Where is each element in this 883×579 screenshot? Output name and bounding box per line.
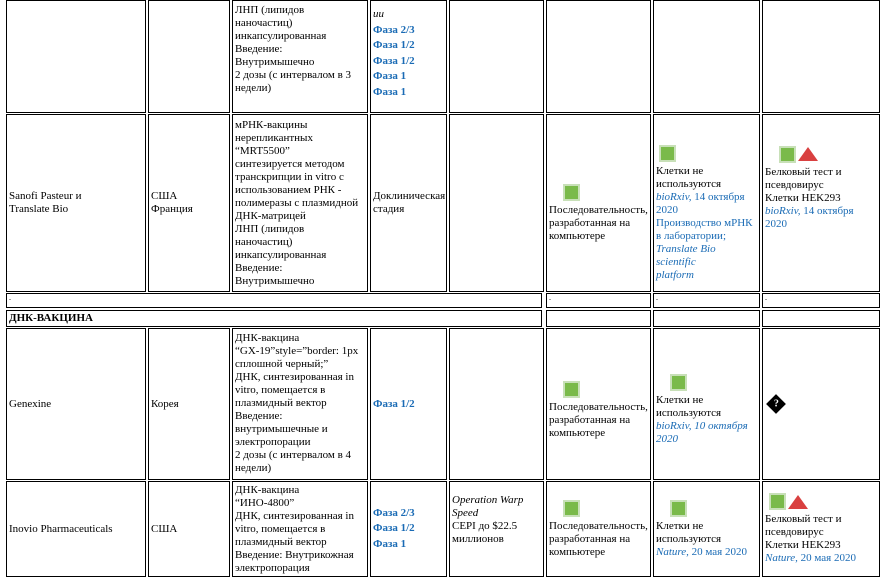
source-year: 2020 [656, 203, 678, 216]
row1-protein-cell [762, 0, 880, 113]
sequence-text: компьютере [549, 229, 606, 242]
source-link[interactable]: Translate Bio scientific [656, 242, 716, 268]
row4-desc-line: Введение: Внутрикожная [235, 549, 354, 561]
separator-cell [653, 293, 760, 308]
row3-desc-line: внутримышечные и [235, 423, 328, 435]
row2-desc-line: ЛНП (липидов [235, 223, 305, 235]
row4-protein-cell [762, 481, 880, 577]
country-name: США [151, 522, 178, 535]
source-date: 14 октября [803, 204, 854, 217]
row3-desc-line: “GX-19”style=”border: 1px [235, 345, 359, 357]
protein-text: Белковый тест и [765, 165, 842, 178]
phase-text: Доклиническая [373, 190, 446, 202]
country-name: США [151, 190, 178, 202]
row3-description-cell [232, 328, 368, 480]
unknown-replacement-icon: ? [766, 394, 786, 414]
funding-text: CEPI до $22.5 [452, 520, 518, 532]
row4-funding-cell [449, 481, 544, 577]
row1-desc-line: Введение: [235, 43, 283, 55]
row1-phase-cell [370, 0, 447, 113]
green-square-icon [563, 500, 580, 517]
separator-cell [546, 293, 651, 308]
row3-cells-cell [653, 328, 760, 480]
source-date: 14 октября [694, 190, 745, 203]
green-square-icon [670, 500, 687, 517]
row2-desc-line: ДНК-матрицей [235, 210, 306, 222]
sequence-text: разработанная на [549, 216, 631, 229]
separator-dot: . [765, 293, 767, 302]
row2-cells-cell [653, 114, 760, 292]
header-empty-cell [653, 310, 760, 327]
company-name: Translate Bio [9, 203, 69, 215]
row1-desc-line: наночастиц) [235, 17, 293, 29]
sequence-text: Последовательность, [549, 203, 648, 216]
row3-company-cell [6, 328, 146, 480]
row1-company-cell [6, 0, 146, 113]
row4-desc-line: ДНК, синтезированная in [235, 510, 354, 522]
separator-dot: . [656, 293, 658, 302]
cells-note-link[interactable]: в лаборатории; [656, 229, 727, 242]
row1-country-cell [148, 0, 230, 113]
row2-desc-line: наночастиц) [235, 236, 293, 248]
row1-funding-cell [449, 0, 544, 113]
sequence-text: Последовательность, [549, 400, 648, 413]
green-square-icon [563, 381, 580, 398]
phase-text: стадия [373, 203, 405, 215]
row2-desc-line: синтезируется методом [235, 158, 345, 170]
row4-desc-line: плазмидный вектор [235, 536, 327, 548]
company-name: Inovio Pharmaceuticals [9, 522, 113, 535]
company-name: Genexine [9, 397, 52, 410]
separator-dot: . [9, 293, 11, 302]
row3-desc-line: недели) [235, 462, 272, 474]
row1-phase: Фаза 1/2 [373, 39, 415, 51]
country-name: Корея [151, 397, 179, 410]
row4-sequence-cell [546, 481, 651, 577]
source-link[interactable]: platform [656, 268, 694, 281]
green-square-icon [670, 374, 687, 391]
row1-phase: Фаза 2/3 [373, 23, 415, 36]
header-empty-cell [546, 310, 651, 327]
row4-phase: Фаза 1 [373, 537, 407, 550]
row4-desc-line: vitro, помещается в [235, 523, 326, 535]
row2-description-cell [232, 114, 368, 292]
separator-cell [762, 293, 880, 308]
row3-desc-line: электропорации [235, 436, 311, 448]
cells-text: используются [656, 177, 722, 190]
green-square-icon [659, 145, 676, 162]
row2-phase-cell [370, 114, 447, 292]
source-date: 20 мая 2020 [691, 545, 747, 558]
source-link[interactable]: Nature, [656, 545, 689, 558]
row1-desc-line: 2 дозы (с интервалом в 3 [235, 69, 352, 81]
row3-sequence-cell [546, 328, 651, 480]
section-header-cell [6, 310, 542, 327]
row4-phase: Фаза 1/2 [373, 522, 415, 535]
row4-phase: Фаза 2/3 [373, 506, 415, 519]
source-link[interactable]: bioRxiv, 10 октября [656, 420, 748, 432]
funding-title: Speed [452, 507, 479, 519]
row2-desc-line: “MRT5500” [235, 145, 290, 157]
source-link[interactable]: bioRxiv, [656, 190, 692, 203]
source-year: 2020 [765, 217, 787, 230]
row2-desc-line: полимеразы с плазмидной [235, 197, 359, 209]
row2-desc-line: инкапсулированная [235, 249, 327, 261]
row2-country-cell [148, 114, 230, 292]
row2-desc-line: использованием РНК - [235, 184, 342, 196]
row4-company-cell [6, 481, 146, 577]
row3-phase-cell [370, 328, 447, 480]
protein-text: Белковый тест и [765, 513, 842, 525]
source-link[interactable]: bioRxiv, [765, 204, 801, 217]
row1-desc-line: недели) [235, 82, 272, 94]
row2-desc-line: нерепликантных [235, 132, 313, 144]
row4-desc-line: ДНК-вакцина [235, 484, 300, 496]
row2-desc-line: мРНК-вакцины [235, 119, 308, 131]
row1-phase: Фаза 1 [373, 70, 407, 82]
row3-desc-line: 2 дозы (с интервалом в 4 [235, 449, 352, 461]
row1-phase: Фаза 1 [373, 85, 407, 98]
row3-protein-cell [762, 328, 880, 480]
row1-phase: Фаза 1/2 [373, 54, 415, 67]
cells-text: Клетки не [656, 394, 704, 406]
protein-text: Клетки HEK293 [765, 191, 841, 204]
sequence-text: разработанная на [549, 413, 631, 426]
separator-dot: . [549, 293, 551, 302]
row3-phase: Фаза 1/2 [373, 397, 415, 410]
company-name: Sanofi Pasteur и [9, 190, 82, 202]
row4-desc-line: “ИНО-4800” [235, 497, 295, 509]
cells-text: используются [656, 407, 722, 419]
cells-note-link[interactable]: Производство мРНК [656, 216, 753, 229]
row4-desc-line: электропорация [235, 562, 310, 574]
row4-country-cell [148, 481, 230, 577]
row2-sequence-cell [546, 114, 651, 292]
red-triangle-icon [798, 147, 818, 161]
header-empty-cell [762, 310, 880, 327]
source-year: 2020 [656, 433, 678, 445]
row3-desc-line: Введение: [235, 410, 283, 422]
source-link[interactable]: Nature, [765, 552, 798, 564]
green-square-icon [779, 146, 796, 163]
row1-cells-cell [653, 0, 760, 113]
row2-funding-cell [449, 114, 544, 292]
row1-desc-line: Внутримышечно [235, 56, 315, 68]
row4-phase-cell [370, 481, 447, 577]
green-square-icon [769, 493, 786, 510]
row1-phase-prefix: ии [373, 8, 384, 20]
section-header: ДНК-ВАКЦИНА [9, 312, 93, 324]
row1-description-cell [232, 0, 368, 113]
row4-description-cell [232, 481, 368, 577]
protein-text: псевдовирус [765, 526, 824, 538]
row3-desc-line: ДНК, синтезированная in [235, 371, 354, 383]
row1-desc-line: ЛНП (липидов [235, 4, 305, 16]
sequence-text: разработанная на [549, 532, 631, 545]
sequence-text: компьютере [549, 426, 606, 439]
row4-cells-cell [653, 481, 760, 577]
red-triangle-icon [788, 495, 808, 509]
row2-company-cell [6, 114, 146, 292]
row2-desc-line: Введение: [235, 262, 283, 274]
row3-desc-line: плазмидный вектор [235, 397, 327, 409]
funding-text: миллионов [452, 533, 504, 545]
separator-cell-wide [6, 293, 542, 308]
row1-sequence-cell [546, 0, 651, 113]
row3-funding-cell [449, 328, 544, 480]
row3-desc-line: сплошной черный;” [235, 358, 329, 370]
cells-text: используются [656, 532, 722, 545]
source-date: 20 мая 2020 [800, 552, 856, 564]
cells-text: Клетки не [656, 519, 704, 532]
green-square-icon [563, 184, 580, 201]
row2-protein-cell [762, 114, 880, 292]
row3-country-cell [148, 328, 230, 480]
row3-desc-line: vitro, помещается в [235, 384, 326, 396]
funding-title: Operation Warp [452, 494, 524, 506]
cells-text: Клетки не [656, 164, 704, 177]
protein-text: псевдовирус [765, 178, 824, 191]
row1-desc-line: инкапсулированная [235, 30, 327, 42]
sequence-text: Последовательность, [549, 519, 648, 532]
sequence-text: компьютере [549, 545, 606, 558]
row3-desc-line: ДНК-вакцина [235, 332, 300, 344]
row2-desc-line: транскрипции in vitro с [235, 171, 344, 183]
row2-desc-line: Внутримышечно [235, 275, 315, 287]
protein-text: Клетки HEK293 [765, 539, 841, 551]
country-name: Франция [151, 203, 193, 215]
